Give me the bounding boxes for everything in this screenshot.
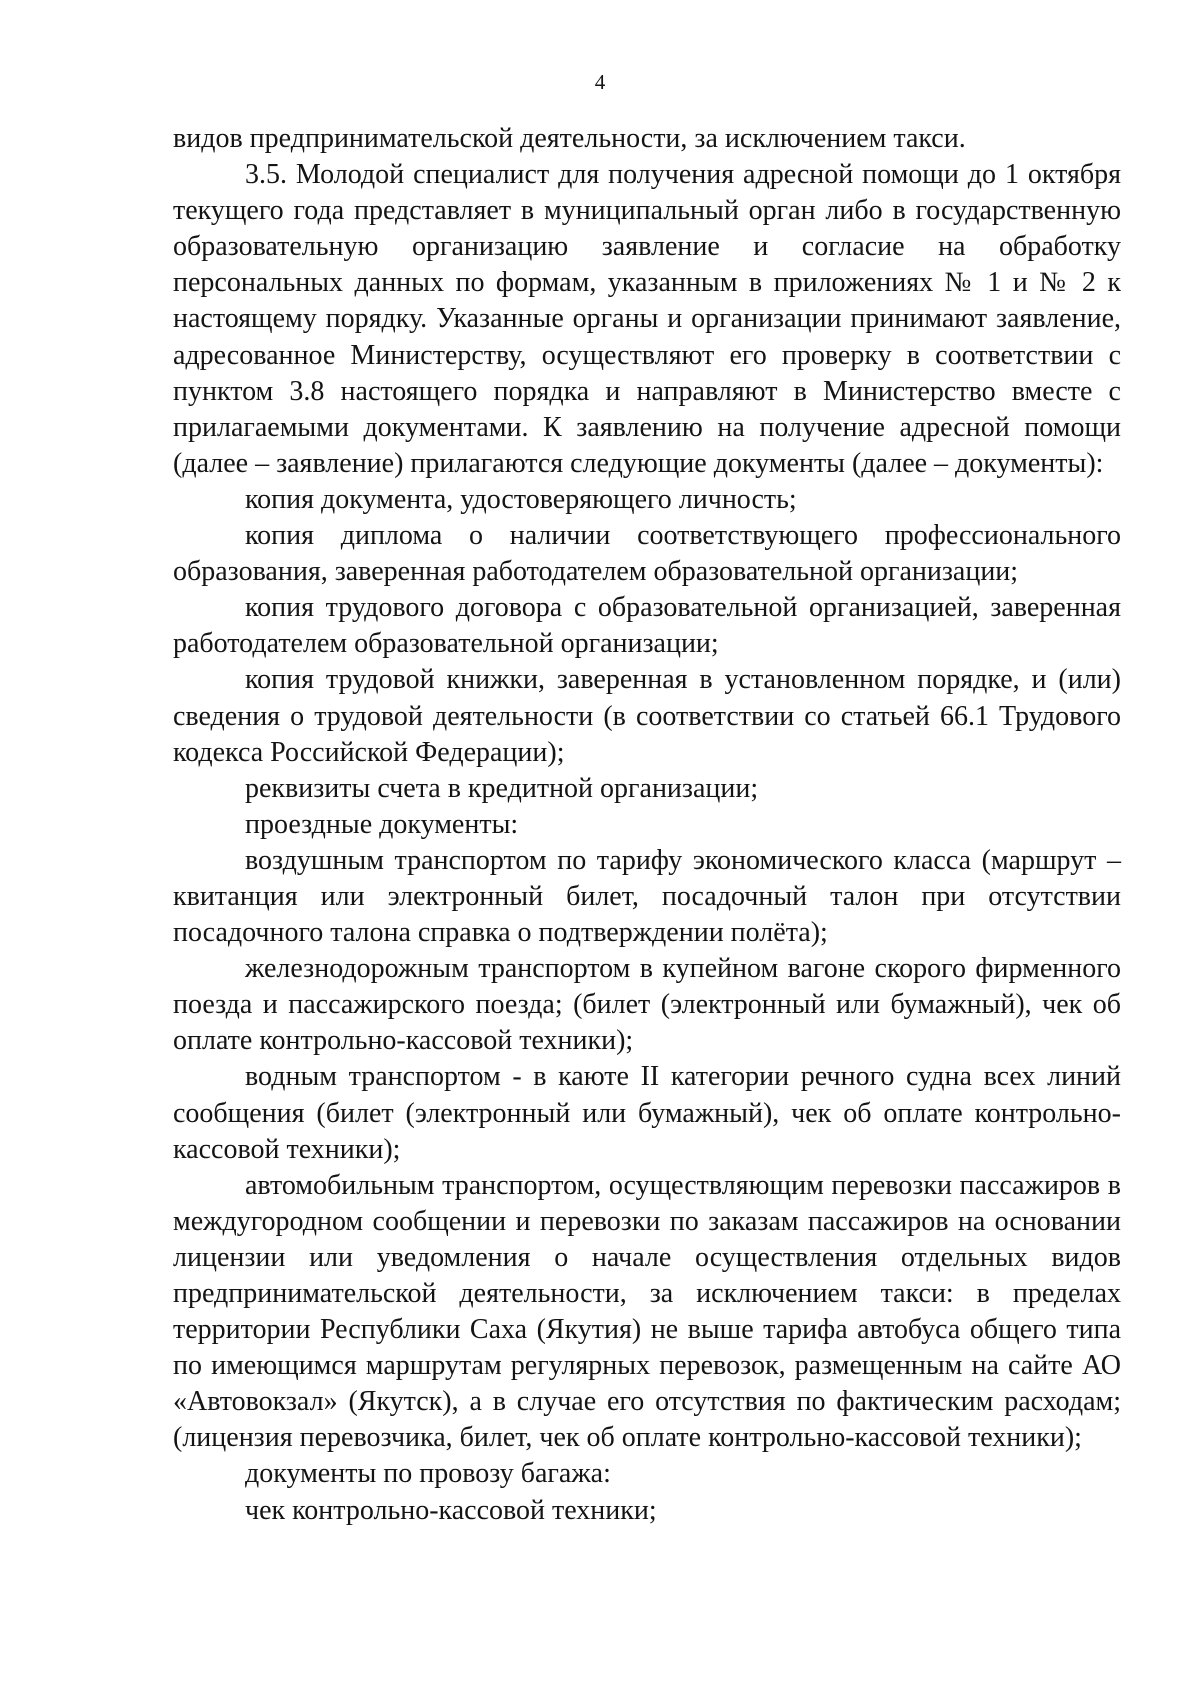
- list-item-baggage-documents: документы по провозу багажа:: [245, 1458, 611, 1490]
- list-item-air-transport: воздушным транспортом по тарифу экономического класса (маршрут – квитанция или электронный билет, посадочный талон при отсутствии посадочного талона справка о подтверждении полёта);: [173, 844, 1121, 949]
- list-item-rail-transport: железнодорожным транспортом в купейном вагоне скорого фирменного поезда и пассажирского поезда; (билет (электронный или бумажный), чек об оплате контрольно-кассовой техники);: [173, 953, 1121, 1057]
- list-item-travel-documents: проездные документы:: [245, 808, 519, 840]
- list-item-labor-contract-copy: копия трудового договора с образовательной организацией, заверенная работодателем образовательной организации;: [173, 592, 1121, 660]
- list-item-work-book-copy: копия трудовой книжки, заверенная в установленном порядке, и (или) сведения о трудовой деятельности (в соответствии со статьей 66.1 Трудового кодекса Российской Федерации);: [173, 664, 1121, 768]
- list-item-water-transport: водным транспортом - в каюте II категории речного судна всех линий сообщения (билет (электронный или бумажный), чек об оплате контрольно-кассовой техники);: [173, 1061, 1121, 1165]
- list-item-bank-details: реквизиты счета в кредитной организации;: [245, 772, 759, 804]
- page-number: 4: [594, 70, 606, 94]
- list-item-cash-receipt: чек контрольно-кассовой техники;: [245, 1494, 657, 1526]
- list-item-road-transport: автомобильным транспортом, осуществляющим перевозки пассажиров в междугородном сообщении и перевозки по заказам пассажиров на основании лицензии или уведомления о начале осуществления отдельных видов предпринимательской деятельности, за исключением такси: в пределах территории Республики Саха (Якутия) не выше тарифа автобуса общего типа по имеющимся маршрутам регулярных перевозок, размещенным на сайте АО «Автовокзал» (Якутск), а в случае его отсутствия по фактическим расходам; (лицензия перевозчика, билет, чек об оплате контрольно-кассовой техники);: [173, 1169, 1121, 1454]
- list-item-diploma-copy: копия диплома о наличии соответствующего профессионального образования, заверенная работодателем образовательной организации;: [173, 520, 1121, 588]
- paragraph-3-5: 3.5. Молодой специалист для получения адресной помощи до 1 октября текущего года представляет в муниципальный орган либо в государственную образовательную организацию заявление и согласие на обработку персональных данных по формам, указанным в приложениях № 1 и № 2 к настоящему порядку. Указанные органы и организации принимают заявление, адресованное Министерству, осуществляют его проверку в соответствии с пунктом 3.8 настоящего порядка и направляют в Министерство вместе с прилагаемыми документами. К заявлению на получение адресной помощи (далее – заявление) прилагаются следующие документы (далее – документы):: [173, 159, 1121, 479]
- paragraph-continuation: видов предпринимательской деятельности, за исключением такси.: [173, 123, 966, 154]
- document-body: [173, 121, 1121, 1529]
- list-item-id-copy: копия документа, удостоверяющего личность;: [245, 483, 797, 515]
